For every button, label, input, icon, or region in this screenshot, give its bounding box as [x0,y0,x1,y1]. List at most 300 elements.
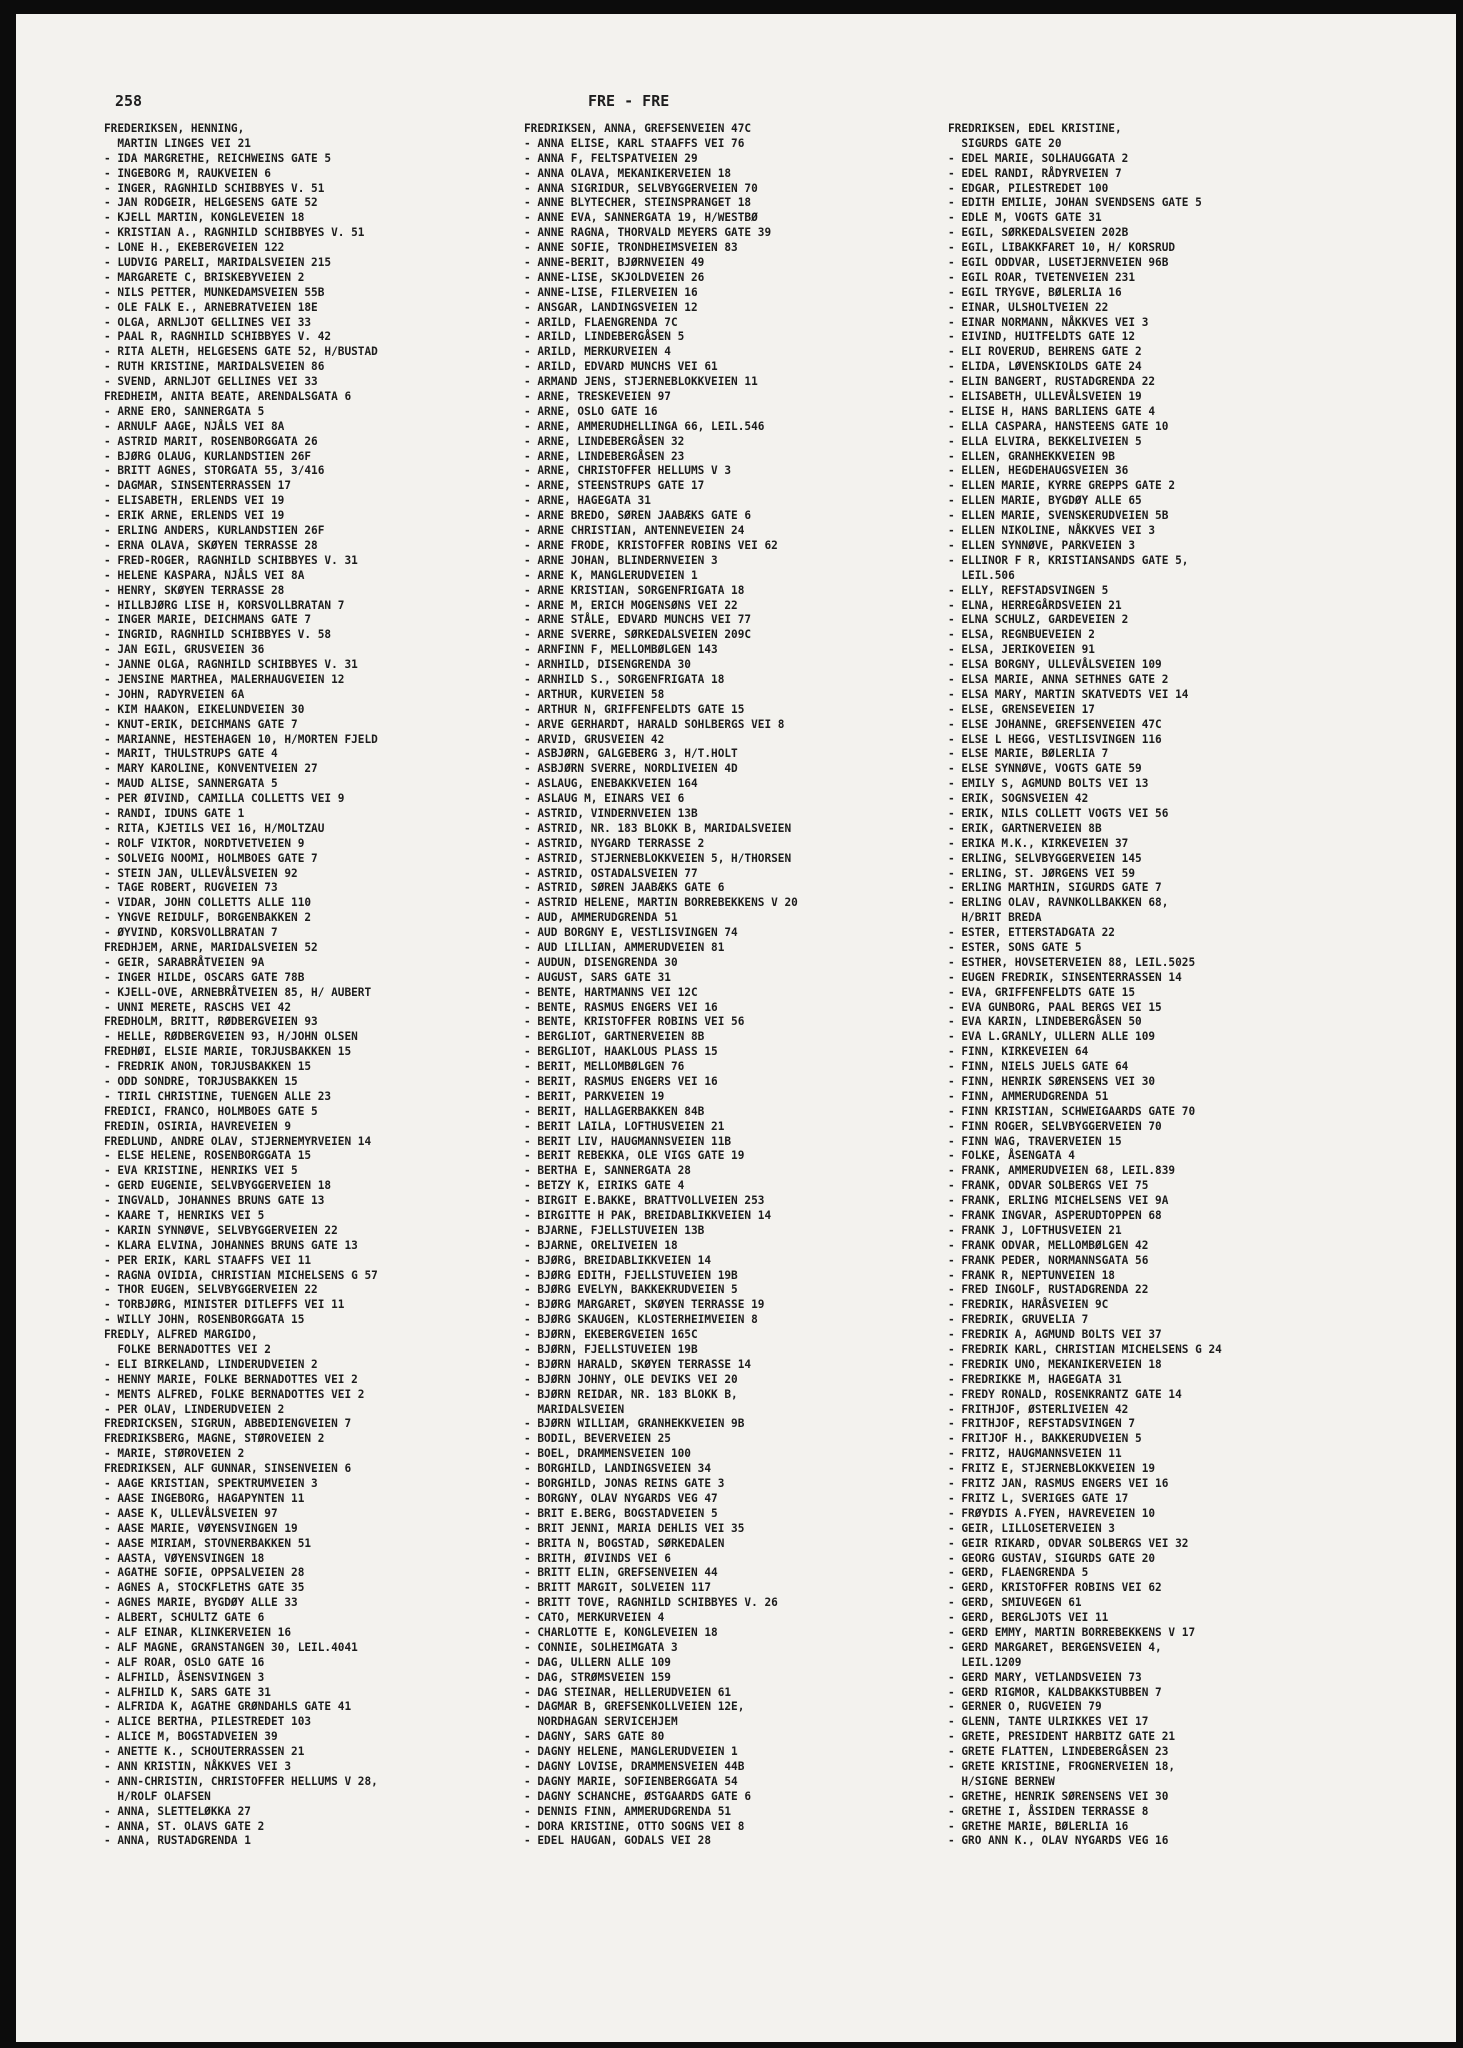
directory-entry-line: - MARGARETE C, BRISKEBYVEIEN 2 [104,270,305,284]
directory-entry-line: - FRITZ E, STJERNEBLOKKVEIEN 19 [948,1462,1156,1476]
directory-entry-line: - FRANK PEDER, NORMANNSGATA 56 [948,1253,1149,1267]
directory-entry-line: - BJØRN WILLIAM, GRANHEKKVEIEN 9B [524,1417,745,1431]
directory-entry-line: - KARIN SYNNØVE, SELVBYGGERVEIEN 22 [104,1223,338,1237]
directory-entry-line: - SOLVEIG NOOMI, HOLMBOES GATE 7 [104,851,318,865]
directory-entry-line: - AASE K, ULLEVÅLSVEIEN 97 [104,1506,278,1520]
directory-entry-line: - BJØRG EVELYN, BAKKEKRUDVEIEN 5 [524,1283,738,1297]
directory-entry-line: - ARNE BREDO, SØREN JAABÆKS GATE 6 [524,509,752,523]
directory-entry-line: - ANN KRISTIN, NÅKKVES VEI 3 [104,1759,292,1773]
directory-entry-line: - FINN, AMMERUDGRENDA 51 [948,1089,1109,1103]
directory-entry-line: - BJØRG, BREIDABLIKKVEIEN 14 [524,1253,712,1267]
directory-entry-line: - CATO, MERKURVEIEN 4 [524,1611,665,1625]
directory-entry-line: - FREDRIKKE M, HAGEGATA 31 [948,1372,1122,1386]
directory-entry-line: - ALFHILD K, SARS GATE 31 [104,1685,271,1699]
directory-entry-line: - PER ØIVIND, CAMILLA COLLETTS VEI 9 [104,792,345,806]
directory-entry-line: - BRITT ELIN, GREFSENVEIEN 44 [524,1566,718,1580]
directory-entry-line: - GERD, KRISTOFFER ROBINS VEI 62 [948,1581,1162,1595]
directory-entry-line: - ANNE EVA, SANNERGATA 19, H/WESTBØ [524,211,758,225]
directory-entry-line: SIGURDS GATE 20 [948,136,1062,150]
directory-entry-line: - INGVALD, JOHANNES BRUNS GATE 13 [104,1194,325,1208]
directory-entry-line: - BRIT E.BERG, BOGSTADVEIEN 5 [524,1506,718,1520]
directory-entry-line: - BOEL, DRAMMENSVEIEN 100 [524,1447,691,1461]
directory-entry-line: - BRITH, ØIVINDS VEI 6 [524,1551,671,1565]
directory-entry-line: LEIL.1209 [948,1655,1022,1669]
directory-entry-line: - GERD, FLAENGRENDA 5 [948,1566,1089,1580]
directory-entry-line: - ESTER, SONS GATE 5 [948,940,1082,954]
directory-entry-line: - ARILD, EDVARD MUNCHS VEI 61 [524,360,718,374]
directory-entry-line: - GRETHE, HENRIK SØRENSENS VEI 30 [948,1789,1169,1803]
directory-entry-line: - AUD, AMMERUDGRENDA 51 [524,911,678,925]
directory-entry-line: - BENTE, RASMUS ENGERS VEI 16 [524,1000,718,1014]
directory-entry-line: FREDRIKSEN, ANNA, GREFSENVEIEN 47C [524,122,752,135]
directory-entry-line: - ASBJØRN SVERRE, NORDLIVEIEN 4D [524,762,738,776]
directory-entry-line: - FRITJOF H., BAKKERUDVEIEN 5 [948,1432,1142,1446]
directory-entry-line: - HILLBJØRG LISE H, KORSVOLLBRATAN 7 [104,598,345,612]
directory-entry-line: - ASTRID, STJERNEBLOKKVEIEN 5, H/THORSEN [524,851,792,865]
directory-entry-line: - BORGHILD, LANDINGSVEIEN 34 [524,1462,712,1476]
directory-entry-line: - FRITZ, HAUGMANNSVEIEN 11 [948,1447,1122,1461]
directory-entry-line: - ARNFINN F, MELLOMBØLGEN 143 [524,643,718,657]
directory-entry-line: - ELIN BANGERT, RUSTADGRENDA 22 [948,375,1156,389]
directory-entry-line: - ANNA OLAVA, MEKANIKERVEIEN 18 [524,166,732,180]
directory-entry-line: - MARIANNE, HESTEHAGEN 10, H/MORTEN FJELD [104,732,378,746]
directory-entry-line: - ELLA CASPARA, HANSTEENS GATE 10 [948,419,1169,433]
directory-entry-line: - GEIR, LILLOSETERVEIEN 3 [948,1521,1115,1535]
directory-entry-line: - BERIT, RASMUS ENGERS VEI 16 [524,1075,718,1088]
directory-entry-line: - EDEL HAUGAN, GODALS VEI 28 [524,1834,712,1848]
directory-entry-line: - BORGNY, OLAV NYGARDS VEG 47 [524,1491,718,1505]
directory-entry-line: - FRITZ L, SVERIGES GATE 17 [948,1491,1129,1505]
directory-entry-line: FREDLUND, ANDRE OLAV, STJERNEMYRVEIEN 14 [104,1134,372,1148]
directory-entry-line: - GERD, SMIUVEGEN 61 [948,1596,1082,1610]
directory-entry-line: - BODIL, BEVERVEIEN 25 [524,1432,671,1446]
directory-entry-line: - ARVE GERHARDT, HARALD SOHLBERGS VEI 8 [524,717,785,731]
directory-entry-line: - ANNE-LISE, SKJOLDVEIEN 26 [524,270,705,284]
directory-entry-line: - DAGNY MARIE, SOFIENBERGGATA 54 [524,1774,738,1788]
directory-entry-line: - ARNE, AMMERUDHELLINGA 66, LEIL.546 [524,419,765,433]
directory-entry-line: - BJØRG OLAUG, KURLANDSTIEN 26F [104,449,312,463]
directory-entry-line: - ARILD, FLAENGRENDA 7C [524,315,678,329]
directory-entry-line: - ALF EINAR, KLINKERVEIEN 16 [104,1625,292,1639]
directory-entry-line: - ARNE STÅLE, EDVARD MUNCHS VEI 77 [524,613,752,627]
directory-entry-line: - GRETE KRISTINE, FROGNERVEIEN 18, [948,1759,1176,1773]
column-3 [948,122,1380,1849]
directory-entry-line: - BRITT TOVE, RAGNHILD SCHIBBYES V. 26 [524,1596,778,1610]
directory-entry-line: - BERIT REBEKKA, OLE VIGS GATE 19 [524,1149,745,1163]
directory-entry-line: - ASTRID, OSTADALSVEIEN 77 [524,866,698,880]
directory-entry-line: - ELSE HELENE, ROSENBORGGATA 15 [104,1149,312,1163]
directory-entry-line: - ELLEN, HEGDEHAUGSVEIEN 36 [948,464,1129,478]
directory-entry-line: - EGIL, LIBAKKFARET 10, H/ KORSRUD [948,241,1176,255]
directory-entry-line: - EVA KARIN, LINDEBERGÅSEN 50 [948,1015,1142,1029]
directory-entry-line: - ARILD, MERKURVEIEN 4 [524,345,671,359]
directory-entry-line: - HENNY MARIE, FOLKE BERNADOTTES VEI 2 [104,1372,358,1386]
directory-entry-line: - AGNES A, STOCKFLETHS GATE 35 [104,1581,305,1595]
directory-entry-line: - ELISABETH, ULLEVÅLSVEIEN 19 [948,390,1142,404]
directory-entry-line: - ANNA, ST. OLAVS GATE 2 [104,1819,265,1833]
directory-entry-line: FREDERIKSEN, HENNING, [104,122,245,135]
directory-entry-line: - ALBERT, SCHULTZ GATE 6 [104,1611,265,1625]
directory-entry-line: - ELNA, HERREGÅRDSVEIEN 21 [948,598,1122,612]
directory-entry-line: - TAGE ROBERT, RUGVEIEN 73 [104,881,278,895]
directory-entry-line: - ARNE CHRISTIAN, ANTENNEVEIEN 24 [524,524,745,538]
directory-entry-line: - ARNE, CHRISTOFFER HELLUMS V 3 [524,464,732,478]
directory-entry-line: - ANNE BLYTECHER, STEINSPRANGET 18 [524,196,752,210]
directory-entry-line: FOLKE BERNADOTTES VEI 2 [104,1343,271,1357]
directory-entry-line: - FREDRIK A, AGMUND BOLTS VEI 37 [948,1328,1162,1342]
running-head: FRE - FRE [588,92,670,110]
directory-entry-line: - ERNA OLAVA, SKØYEN TERRASSE 28 [104,538,318,552]
directory-entry-line: - KJELL-OVE, ARNEBRÅTVEIEN 85, H/ AUBERT [104,985,372,999]
directory-entry-line: - ANNA, RUSTADGRENDA 1 [104,1834,251,1848]
directory-entry-line: - BENTE, KRISTOFFER ROBINS VEI 56 [524,1015,745,1029]
directory-entry-line: - FRANK, ERLING MICHELSENS VEI 9A [948,1194,1169,1208]
directory-entry-line: - NILS PETTER, MUNKEDAMSVEIEN 55B [104,285,325,299]
directory-entry-line: - ELSA, REGNBUEVEIEN 2 [948,628,1095,642]
directory-entry-line: - GRETE, PRESIDENT HARBITZ GATE 21 [948,1730,1176,1744]
directory-entry-line: - ALFHILD, ÅSENSVINGEN 3 [104,1670,265,1684]
directory-entry-line: - ELSE JOHANNE, GREFSENVEIEN 47C [948,717,1162,731]
directory-entry-line: - INGER HILDE, OSCARS GATE 78B [104,970,305,984]
page-header [16,92,1456,116]
directory-entry-line: - LONE H., EKEBERGVEIEN 122 [104,241,285,255]
directory-entry-line: - BERTHA E, SANNERGATA 28 [524,1164,691,1178]
directory-entry-line: - FRANK, ODVAR SOLBERGS VEI 75 [948,1179,1149,1193]
directory-entry-line: - FREDRIK, GRUVELIA 7 [948,1313,1089,1327]
directory-entry-line: - FRANK R, NEPTUNVEIEN 18 [948,1268,1115,1282]
directory-entry-line: - ESTHER, HOVSETERVEIEN 88, LEIL.5025 [948,955,1196,969]
directory-entry-line: - EVA GUNBORG, PAAL BERGS VEI 15 [948,1000,1162,1014]
directory-entry-line: - SVEND, ARNLJOT GELLINES VEI 33 [104,375,318,389]
directory-entry-line: - BJØRN, FJELLSTUVEIEN 19B [524,1343,698,1357]
directory-entry-line: - ELLINOR F R, KRISTIANSANDS GATE 5, [948,553,1189,567]
directory-entry-line: - FREDRIK ANON, TORJUSBAKKEN 15 [104,1060,312,1074]
directory-entry-line: - ARNE ERO, SANNERGATA 5 [104,404,265,418]
directory-entry-line: - ELSA BORGNY, ULLEVÅLSVEIEN 109 [948,658,1162,672]
directory-entry-line: - GERNER O, RUGVEIEN 79 [948,1700,1102,1714]
directory-entry-line: - KIM HAAKON, EIKELUNDVEIEN 30 [104,702,305,716]
directory-entry-line: - JOHN, RADYRVEIEN 6A [104,687,245,701]
directory-entry-line: - GRETHE I, ÅSSIDEN TERRASSE 8 [948,1804,1149,1818]
directory-entry-line: MARIDALSVEIEN [524,1402,625,1416]
directory-entry-line: - ELSE MARIE, BØLERLIA 7 [948,747,1109,761]
directory-entry-line: - YNGVE REIDULF, BORGENBAKKEN 2 [104,911,312,925]
directory-entry-line: - ELLA ELVIRA, BEKKELIVEIEN 5 [948,434,1142,448]
directory-entry-line: - ELSE SYNNØVE, VOGTS GATE 59 [948,762,1142,776]
directory-entry-line: - JANNE OLGA, RAGNHILD SCHIBBYES V. 31 [104,658,358,672]
directory-entry-line: - DAGNY LOVISE, DRAMMENSVEIEN 44B [524,1759,745,1773]
directory-entry-line: - ASLAUG M, EINARS VEI 6 [524,792,685,806]
directory-entry-line: - ERLING ANDERS, KURLANDSTIEN 26F [104,524,325,538]
directory-entry-line: - DORA KRISTINE, OTTO SOGNS VEI 8 [524,1819,745,1833]
directory-entry-line: - KNUT-ERIK, DEICHMANS GATE 7 [104,717,298,731]
directory-entry-line: - BERIT LAILA, LOFTHUSVEIEN 21 [524,1119,725,1133]
directory-entry-line: - FRED-ROGER, RAGNHILD SCHIBBYES V. 31 [104,553,358,567]
directory-entry-line: - HENRY, SKØYEN TERRASSE 28 [104,583,285,597]
directory-entry-line: - FRØYDIS A.FYEN, HAVREVEIEN 10 [948,1506,1156,1520]
directory-entry-line: - STEIN JAN, ULLEVÅLSVEIEN 92 [104,866,298,880]
directory-entry-line: FREDLY, ALFRED MARGIDO, [104,1328,258,1342]
directory-entry-line: LEIL.506 [948,568,1015,582]
directory-entry-line: - GRO ANN K., OLAV NYGARDS VEG 16 [948,1834,1169,1848]
directory-entry-line: - AUDUN, DISENGRENDA 30 [524,955,678,969]
directory-entry-line: - ELLEN NIKOLINE, NÅKKVES VEI 3 [948,524,1156,538]
directory-entry-line: - BJØRG EDITH, FJELLSTUVEIEN 19B [524,1268,738,1282]
directory-entry-line: - EDEL RANDI, RÅDYRVEIEN 7 [948,166,1122,180]
directory-entry-line: - BJØRG MARGARET, SKØYEN TERRASSE 19 [524,1298,765,1312]
directory-entry-line: - GEORG GUSTAV, SIGURDS GATE 20 [948,1551,1156,1565]
directory-entry-line: - ASTRID, VINDERNVEIEN 13B [524,806,698,820]
directory-entry-line: - FINN WAG, TRAVERVEIEN 15 [948,1134,1122,1148]
directory-entry-line: - BRIT JENNI, MARIA DEHLIS VEI 35 [524,1521,745,1535]
directory-entry-line: - ELLEN MARIE, BYGDØY ALLE 65 [948,494,1142,508]
directory-entry-line: - ANNA, SLETTELØKKA 27 [104,1804,251,1818]
directory-entry-line: - ARNE KRISTIAN, SORGENFRIGATA 18 [524,583,745,597]
directory-entry-line: - ALF MAGNE, GRANSTANGEN 30, LEIL.4041 [104,1640,358,1654]
directory-entry-line: - DAGNY SCHANCHE, ØSTGAARDS GATE 6 [524,1789,752,1803]
directory-entry-line: - PER OLAV, LINDERUDVEIEN 2 [104,1402,285,1416]
directory-entry-line: - BERIT, PARKVEIEN 19 [524,1089,665,1103]
directory-entry-line: - GEIR, SARABRÅTVEIEN 9A [104,955,265,969]
directory-entry-line: - EIVIND, HUITFELDTS GATE 12 [948,330,1136,344]
directory-entry-line: - ANNE RAGNA, THORVALD MEYERS GATE 39 [524,226,772,240]
directory-entry-line: - ELSE L HEGG, VESTLISVINGEN 116 [948,732,1162,746]
directory-entry-line: - ARTHUR N, GRIFFENFELDTS GATE 15 [524,702,745,716]
directory-entry-line: - ERLING MARTHIN, SIGURDS GATE 7 [948,881,1162,895]
directory-entry-line: - DAG STEINAR, HELLERUDVEIEN 61 [524,1685,732,1699]
directory-entry-line: - ARNHILD, DISENGRENDA 30 [524,658,691,672]
directory-entry-line: - ELLY, REFSTADSVINGEN 5 [948,583,1109,597]
directory-entry-line: - BJARNE, FJELLSTUVEIEN 13B [524,1223,705,1237]
directory-entry-line: - JENSINE MARTHEA, MALERHAUGVEIEN 12 [104,672,345,686]
directory-entry-line: - KRISTIAN A., RAGNHILD SCHIBBYES V. 51 [104,226,365,240]
directory-entry-line: - BERGLIOT, HAAKLOUS PLASS 15 [524,1045,718,1059]
directory-entry-line: - DENNIS FINN, AMMERUDGRENDA 51 [524,1804,732,1818]
directory-entry-line: - RITA, KJETILS VEI 16, H/MOLTZAU [104,821,325,835]
directory-entry-line: - ASTRID, SØREN JAABÆKS GATE 6 [524,881,725,895]
directory-entry-line: - GLENN, TANTE ULRIKKES VEI 17 [948,1715,1149,1729]
directory-entry-line: - PAAL R, RAGNHILD SCHIBBYES V. 42 [104,330,332,344]
directory-entry-line: - EGIL, SØRKEDALSVEIEN 202B [948,226,1129,240]
directory-entry-line: - INGER MARIE, DEICHMANS GATE 7 [104,613,312,627]
directory-entry-line: FREDHOLM, BRITT, RØDBERGVEIEN 93 [104,1015,318,1029]
directory-entry-line: - ERLING, ST. JØRGENS VEI 59 [948,866,1136,880]
directory-entry-line: - ROLF VIKTOR, NORDTVETVEIEN 9 [104,836,305,850]
directory-entry-line: - ERIK, NILS COLLETT VOGTS VEI 56 [948,806,1169,820]
directory-entry-line: - EGIL TRYGVE, BØLERLIA 16 [948,285,1122,299]
directory-entry-line: - ELI ROVERUD, BEHRENS GATE 2 [948,345,1142,359]
directory-entry-line: - DAGMAR B, GREFSENKOLLVEIEN 12E, [524,1700,745,1714]
directory-entry-line: FREDICI, FRANCO, HOLMBOES GATE 5 [104,1104,318,1118]
directory-entry-line: - JAN EGIL, GRUSVEIEN 36 [104,643,265,657]
directory-entry-line: - EDEL MARIE, SOLHAUGGATA 2 [948,151,1129,165]
directory-entry-line: - PER ERIK, KARL STAAFFS VEI 11 [104,1253,312,1267]
directory-entry-line: - MENTS ALFRED, FOLKE BERNADOTTES VEI 2 [104,1387,365,1401]
directory-entry-line: - GERD MARY, VETLANDSVEIEN 73 [948,1670,1142,1684]
directory-entry-line: - BRITA N, BOGSTAD, SØRKEDALEN [524,1536,725,1550]
directory-entry-line: - ERIK, SOGNSVEIEN 42 [948,792,1089,806]
directory-entry-line: - BENTE, HARTMANNS VEI 12C [524,985,698,999]
directory-entry-line: FREDRIKSEN, ALF GUNNAR, SINSENVEIEN 6 [104,1462,352,1476]
directory-entry-line: - MARIE, STØROVEIEN 2 [104,1447,245,1461]
directory-entry-line: - ELLEN MARIE, SVENSKERUDVEIEN 5B [948,509,1169,523]
directory-entry-line: - ARNE FRODE, KRISTOFFER ROBINS VEI 62 [524,538,778,552]
directory-entry-line: - ARNE, TRESKEVEIEN 97 [524,390,671,404]
directory-entry-line: - EDITH EMILIE, JOHAN SVENDSENS GATE 5 [948,196,1202,210]
directory-entry-line: H/ROLF OLAFSEN [104,1789,211,1803]
directory-entry-line: - OLGA, ARNLJOT GELLINES VEI 33 [104,315,312,329]
directory-entry-line: - EMILY S, AGMUND BOLTS VEI 13 [948,777,1149,791]
directory-entry-line: - EVA, GRIFFENFELDTS GATE 15 [948,985,1136,999]
directory-entry-line: - ODD SONDRE, TORJUSBAKKEN 15 [104,1075,298,1088]
directory-entry-line: - FREDY RONALD, ROSENKRANTZ GATE 14 [948,1387,1182,1401]
directory-entry-line: - AAGE KRISTIAN, SPEKTRUMVEIEN 3 [104,1477,318,1491]
directory-entry-line: - ØYVIND, KORSVOLLBRATAN 7 [104,926,278,940]
directory-entry-line: - ARNULF AAGE, NJÅLS VEI 8A [104,419,285,433]
directory-entry-line: - FRANK J, LOFTHUSVEIEN 21 [948,1223,1122,1237]
directory-entry-line: - EDLE M, VOGTS GATE 31 [948,211,1102,225]
directory-entry-line: - ELISABETH, ERLENDS VEI 19 [104,494,285,508]
directory-entry-line: - FRITHJOF, REFSTADSVINGEN 7 [948,1417,1136,1431]
directory-page [16,14,1456,2042]
directory-entry-line: - BJØRG SKAUGEN, KLOSTERHEIMVEIEN 8 [524,1313,758,1327]
directory-entry-line: - VIDAR, JOHN COLLETTS ALLE 110 [104,896,312,910]
directory-entry-line: - RANDI, IDUNS GATE 1 [104,806,245,820]
column-1 [104,122,526,1849]
directory-entry-line: - ELLEN MARIE, KYRRE GREPPS GATE 2 [948,479,1176,493]
directory-entry-line: - ANSGAR, LANDINGSVEIEN 12 [524,300,698,314]
directory-entry-line: MARTIN LINGES VEI 21 [104,136,251,150]
directory-entry-line: - ELNA SCHULZ, GARDEVEIEN 2 [948,613,1129,627]
directory-entry-line: - BJØRN, EKEBERGVEIEN 165C [524,1328,698,1342]
directory-entry-line: - RAGNA OVIDIA, CHRISTIAN MICHELSENS G 57 [104,1268,378,1282]
directory-entry-line: - ELSA MARY, MARTIN SKATVEDTS VEI 14 [948,687,1189,701]
directory-entry-line: - ELSE, GRENSEVEIEN 17 [948,702,1095,716]
directory-entry-line: - BJØRN JOHNY, OLE DEVIKS VEI 20 [524,1372,738,1386]
directory-entry-line: - ARNE M, ERICH MOGENSØNS VEI 22 [524,598,738,612]
directory-entry-line: - ALFRIDA K, AGATHE GRØNDAHLS GATE 41 [104,1700,352,1714]
directory-entry-line: - OLE FALK E., ARNEBRATVEIEN 18E [104,300,318,314]
directory-entry-line: - AGATHE SOFIE, OPPSALVEIEN 28 [104,1566,305,1580]
directory-entry-line: - ESTER, ETTERSTADGATA 22 [948,926,1115,940]
directory-entry-line: - BERIT LIV, HAUGMANNSVEIEN 11B [524,1134,732,1148]
directory-entry-line: - INGRID, RAGNHILD SCHIBBYES V. 58 [104,628,332,642]
directory-entry-line: - TIRIL CHRISTINE, TUENGEN ALLE 23 [104,1089,332,1103]
directory-entry-line: - ARVID, GRUSVEIEN 42 [524,732,665,746]
directory-entry-line: - FRED INGOLF, RUSTADGRENDA 22 [948,1283,1149,1297]
directory-entry-line: - BERIT, HALLAGERBAKKEN 84B [524,1104,705,1118]
directory-entry-line: - ANNE-BERIT, BJØRNVEIEN 49 [524,256,705,270]
directory-entry-line: - ALF ROAR, OSLO GATE 16 [104,1655,265,1669]
directory-entry-line: - AASE INGEBORG, HAGAPYNTEN 11 [104,1491,305,1505]
directory-entry-line: FREDHØI, ELSIE MARIE, TORJUSBAKKEN 15 [104,1045,352,1059]
directory-entry-line: - ARNE, STEENSTRUPS GATE 17 [524,479,705,493]
directory-entry-line: - EVA KRISTINE, HENRIKS VEI 5 [104,1164,298,1178]
directory-entry-line: - ARTHUR, KURVEIEN 58 [524,687,665,701]
directory-entry-line: - DAGNY, SARS GATE 80 [524,1730,665,1744]
directory-entry-line: - BJØRN HARALD, SKØYEN TERRASSE 14 [524,1357,752,1371]
directory-entry-line: - FINN, NIELS JUELS GATE 64 [948,1060,1129,1074]
directory-entry-line: - FRANK ODVAR, MELLOMBØLGEN 42 [948,1238,1149,1252]
directory-entry-line: - BETZY K, EIRIKS GATE 4 [524,1179,685,1193]
directory-entry-line: - KAARE T, HENRIKS VEI 5 [104,1209,265,1223]
directory-entry-line: - ANNE-LISE, FILERVEIEN 16 [524,285,698,299]
directory-entry-line: - BRITT MARGIT, SOLVEIEN 117 [524,1581,712,1595]
directory-entry-line: - ELSA, JERIKOVEIEN 91 [948,643,1095,657]
directory-entry-line: - KLARA ELVINA, JOHANNES BRUNS GATE 13 [104,1238,358,1252]
directory-entry-line: - ERLING OLAV, RAVNKOLLBAKKEN 68, [948,896,1169,910]
directory-entry-line: - GERD EMMY, MARTIN BORREBEKKENS V 17 [948,1625,1196,1639]
directory-entry-line: - DAG, ULLERN ALLE 109 [524,1655,671,1669]
directory-entry-line: - ERIK, GARTNERVEIEN 8B [948,821,1102,835]
directory-entry-line: - ARILD, LINDEBERGÅSEN 5 [524,330,685,344]
directory-entry-line: - FRITZ JAN, RASMUS ENGERS VEI 16 [948,1477,1169,1491]
directory-entry-line: - ARNE, LINDEBERGÅSEN 32 [524,434,685,448]
directory-entry-line: - FOLKE, ÅSENGATA 4 [948,1149,1075,1163]
directory-entry-line: - ASTRID, NYGARD TERRASSE 2 [524,836,705,850]
directory-entry-line: - JAN RODGEIR, HELGESENS GATE 52 [104,196,318,210]
directory-entry-line: - IDA MARGRETHE, REICHWEINS GATE 5 [104,151,332,165]
directory-entry-line: - GRETE FLATTEN, LINDEBERGÅSEN 23 [948,1745,1169,1759]
directory-entry-line: - ARNE SVERRE, SØRKEDALSVEIEN 209C [524,628,752,642]
directory-entry-line: - ELLEN, GRANHEKKVEIEN 9B [948,449,1115,463]
directory-entry-line: - ASBJØRN, GALGEBERG 3, H/T.HOLT [524,747,738,761]
directory-entry-line: - TORBJØRG, MINISTER DITLEFFS VEI 11 [104,1298,345,1312]
directory-entry-line: - ASTRID MARIT, ROSENBORGGATA 26 [104,434,318,448]
directory-entry-line: - FREDRIK, HARÅSVEIEN 9C [948,1298,1109,1312]
directory-entry-line: - ELI BIRKELAND, LINDERUDVEIEN 2 [104,1357,318,1371]
directory-entry-line: - EDGAR, PILESTREDET 100 [948,181,1109,195]
directory-entry-line: - BERIT, MELLOMBØLGEN 76 [524,1060,685,1074]
directory-entry-line: - DAGNY HELENE, MANGLERUDVEIEN 1 [524,1745,738,1759]
directory-entry-line: - EINAR NORMANN, NÅKKVES VEI 3 [948,315,1149,329]
directory-entry-line: FREDHEIM, ANITA BEATE, ARENDALSGATA 6 [104,390,352,404]
directory-entry-line: - ARNE, HAGEGATA 31 [524,494,651,508]
directory-entry-line: - BRITT AGNES, STORGATA 55, 3/416 [104,464,325,478]
directory-entry-line: - ERLING, SELVBYGGERVEIEN 145 [948,851,1142,865]
directory-entry-line: - BIRGITTE H PAK, BREIDABLIKKVEIEN 14 [524,1209,772,1223]
directory-entry-line: - GEIR RIKARD, ODVAR SOLBERGS VEI 32 [948,1536,1189,1550]
directory-entry-line: - EVA L.GRANLY, ULLERN ALLE 109 [948,1030,1156,1044]
directory-entry-line: - EUGEN FREDRIK, SINSENTERRASSEN 14 [948,970,1182,984]
directory-entry-line: - ANNA F, FELTSPATVEIEN 29 [524,151,698,165]
directory-entry-line: - GERD RIGMOR, KALDBAKKSTUBBEN 7 [948,1685,1162,1699]
directory-entry-line: - ELLEN SYNNØVE, PARKVEIEN 3 [948,538,1136,552]
directory-entry-line: - WILLY JOHN, ROSENBORGGATA 15 [104,1313,305,1327]
directory-entry-line: - BJØRN REIDAR, NR. 183 BLOKK B, [524,1387,738,1401]
directory-entry-line: - ARNE, LINDEBERGÅSEN 23 [524,449,685,463]
directory-entry-line: - AASTA, VØYENSVINGEN 18 [104,1551,265,1565]
directory-entry-line: - ALICE BERTHA, PILESTREDET 103 [104,1715,312,1729]
directory-entry-line: - AASE MIRIAM, STOVNERBAKKEN 51 [104,1536,312,1550]
directory-entry-line: H/SIGNE BERNEW [948,1774,1055,1788]
directory-entry-line: - THOR EUGEN, SELVBYGGERVEIEN 22 [104,1283,318,1297]
directory-entry-line: FREDIN, OSIRIA, HAVREVEIEN 9 [104,1119,292,1133]
directory-entry-line: - ELIDA, LØVENSKIOLDS GATE 24 [948,360,1142,374]
directory-entry-line: - EGIL ROAR, TVETENVEIEN 231 [948,270,1136,284]
directory-entry-line: FREDRIKSEN, EDEL KRISTINE, [948,122,1122,135]
directory-entry-line: - ANNA ELISE, KARL STAAFFS VEI 76 [524,136,745,150]
directory-entry-line: NORDHAGAN SERVICEHJEM [524,1715,678,1729]
directory-entry-line: H/BRIT BREDA [948,911,1042,925]
directory-entry-line: - BERGLIOT, GARTNERVEIEN 8B [524,1030,705,1044]
directory-entry-line: - ARNE K, MANGLERUDVEIEN 1 [524,568,698,582]
directory-entry-line: - DAGMAR, SINSENTERRASSEN 17 [104,479,292,493]
directory-entry-line: - ASTRID, NR. 183 BLOKK B, MARIDALSVEIEN [524,821,792,835]
directory-entry-line: - ELISE H, HANS BARLIENS GATE 4 [948,404,1156,418]
directory-entry-line: - GRETHE MARIE, BØLERLIA 16 [948,1819,1129,1833]
directory-entry-line: FREDRIKSBERG, MAGNE, STØROVEIEN 2 [104,1432,325,1446]
